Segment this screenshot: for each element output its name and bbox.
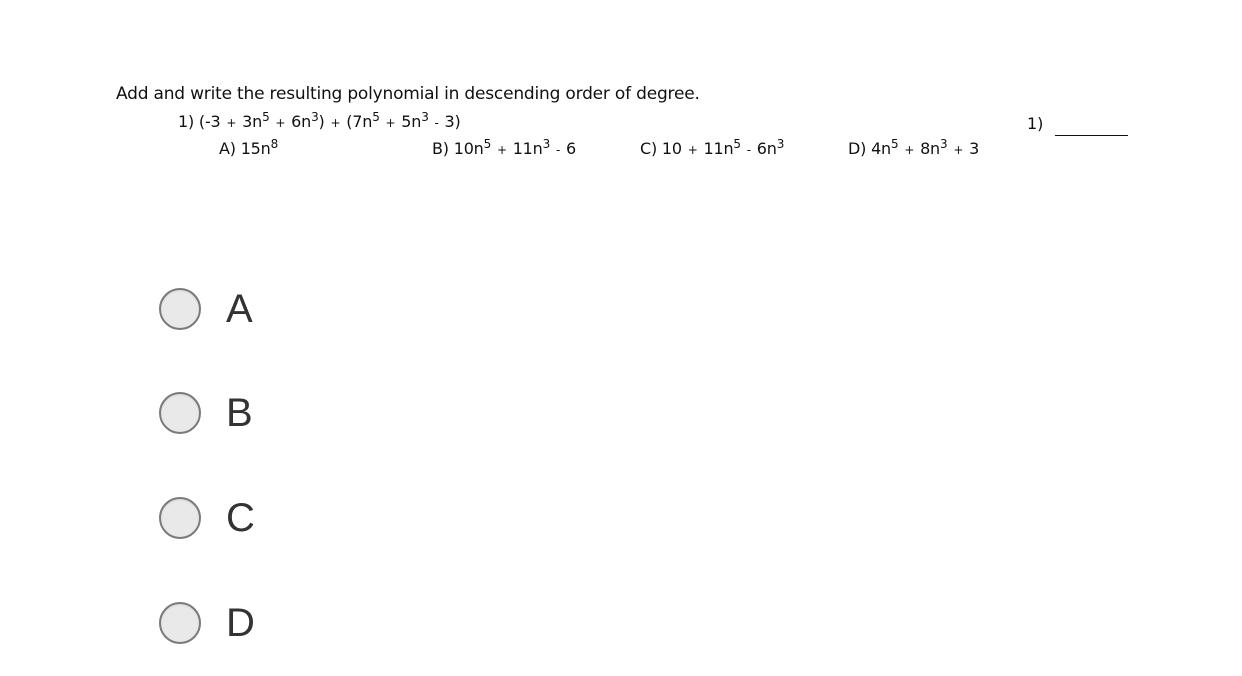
- choice-a: [219, 139, 278, 158]
- radio-button-a[interactable]: [159, 288, 201, 330]
- plus-sign: +: [904, 143, 915, 157]
- radio-button-b[interactable]: [159, 392, 201, 434]
- choice-term: 8n: [920, 139, 940, 158]
- answer-blank-line: [1055, 135, 1128, 136]
- choice-term: 4n: [871, 139, 891, 158]
- minus-sign: -: [434, 116, 439, 130]
- minus-sign: -: [555, 143, 561, 157]
- choice-b: [432, 139, 576, 158]
- option-c[interactable]: [159, 495, 255, 541]
- choice-term: 6n: [756, 139, 777, 158]
- choice-label: D): [848, 139, 867, 158]
- choice-term: 10: [661, 139, 682, 158]
- plus-sign: +: [226, 116, 237, 130]
- exponent: 5: [733, 137, 741, 151]
- question-term: 3): [444, 112, 461, 131]
- option-label-c: C: [226, 496, 255, 540]
- question-number: 1): [178, 112, 195, 131]
- choice-term: 11n: [703, 139, 734, 158]
- exponent: 3: [776, 137, 785, 151]
- question-1: [178, 112, 461, 131]
- choice-label: B): [432, 139, 449, 158]
- exponent: 5: [372, 110, 380, 124]
- radio-button-c[interactable]: [159, 497, 201, 539]
- question-term: ): [318, 112, 330, 131]
- plus-sign: +: [953, 143, 964, 157]
- choice-term: 10n: [453, 139, 484, 158]
- plus-sign: +: [687, 143, 698, 157]
- exponent: 3: [311, 110, 319, 124]
- plus-sign: +: [330, 116, 341, 130]
- choice-term: 6: [565, 139, 576, 158]
- exponent: 3: [542, 137, 551, 151]
- minus-sign: -: [746, 143, 751, 157]
- radio-button-d[interactable]: [159, 602, 201, 644]
- choice-label: C): [640, 139, 658, 158]
- option-label-d: D: [226, 601, 255, 645]
- exponent: 8: [270, 137, 279, 151]
- question-term: 5n: [401, 112, 422, 131]
- option-a[interactable]: [159, 286, 253, 332]
- question-term: 3n: [242, 112, 263, 131]
- option-b[interactable]: [159, 390, 253, 436]
- exponent: 5: [890, 137, 899, 151]
- option-label-b: B: [226, 391, 253, 435]
- choice-term: 11n: [512, 139, 543, 158]
- exponent: 5: [483, 137, 492, 151]
- choice-c: [640, 139, 784, 158]
- plus-sign: +: [496, 143, 507, 157]
- question-term: (-3: [198, 112, 221, 131]
- instruction-text: Add and write the resulting polynomial in descending order of degree.: [116, 84, 700, 104]
- exponent: 3: [421, 110, 429, 124]
- exponent: 5: [262, 110, 270, 124]
- choice-term: 3: [969, 139, 980, 158]
- question-term: 6n: [291, 112, 312, 131]
- plus-sign: +: [275, 116, 286, 130]
- option-label-a: A: [226, 287, 253, 331]
- choice-term: 15n: [240, 139, 271, 158]
- plus-sign: +: [385, 116, 396, 130]
- answer-label: 1): [1027, 114, 1044, 133]
- question-term: (7n: [341, 112, 373, 131]
- option-d[interactable]: [159, 600, 255, 646]
- choice-label: A): [219, 139, 236, 158]
- choice-d: [848, 139, 979, 158]
- exponent: 3: [939, 137, 948, 151]
